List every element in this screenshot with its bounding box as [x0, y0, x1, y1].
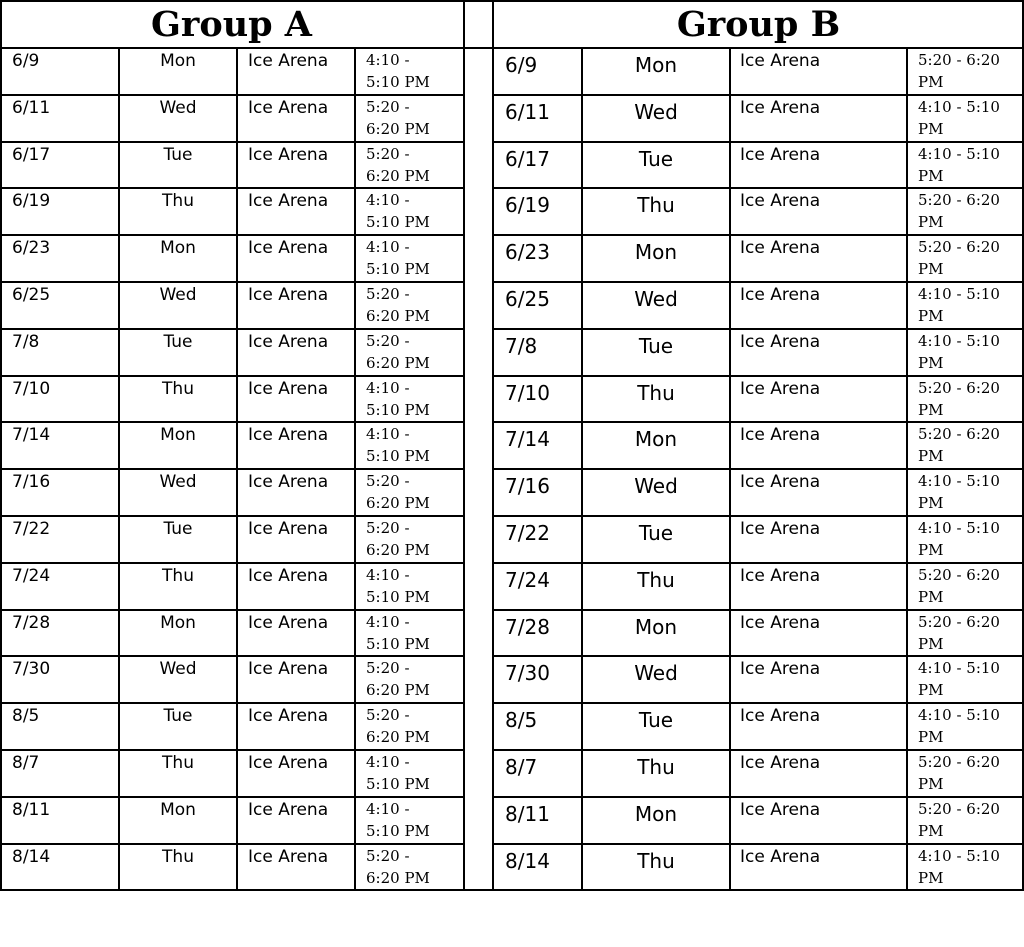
group-a-date: 6/11: [12, 97, 51, 118]
group-b-location: Ice Arena: [740, 51, 821, 71]
group-a-date: 6/19: [12, 191, 51, 212]
group-b-location: Ice Arena: [740, 612, 821, 633]
column-divider-b: [729, 48, 731, 890]
group-b-day: Wed: [634, 661, 678, 686]
group-a-day: Mon: [160, 51, 196, 71]
group-a-location: Ice Arena: [248, 846, 329, 867]
group-b-location: Ice Arena: [740, 144, 821, 165]
group-b-date: 6/9: [505, 53, 538, 77]
group-a-location: Ice Arena: [248, 191, 329, 212]
group-b-day: Tue: [638, 146, 674, 171]
group-b-time: 4:10 - 5:10 PM: [918, 331, 1000, 372]
group-b-location: Ice Arena: [740, 191, 821, 212]
section-border: [0, 0, 2, 890]
group-b-day: Mon: [634, 427, 678, 452]
group-a-time: 4:10 - 5:10 PM: [366, 799, 430, 840]
group-a-location: Ice Arena: [248, 706, 329, 727]
group-b-date: 8/7: [505, 755, 538, 779]
group-a-time: 4:10 - 5:10 PM: [366, 565, 430, 606]
group-a-location: Ice Arena: [248, 97, 329, 118]
group-a-date: 7/22: [12, 519, 51, 539]
group-b-day: Thu: [637, 848, 675, 873]
group-b-date: 8/11: [505, 801, 550, 826]
section-border: [463, 0, 465, 890]
group-b-location: Ice Arena: [740, 565, 821, 586]
group-a-day: Wed: [159, 472, 197, 493]
group-b-date: 7/30: [505, 661, 550, 686]
group-b-day: Thu: [637, 193, 675, 218]
group-a-day: Thu: [162, 846, 194, 867]
group-a-date: 7/24: [12, 565, 51, 586]
group-a-time: 5:20 - 6:20 PM: [366, 472, 430, 513]
group-b-day: Mon: [634, 614, 678, 639]
group-a-day: Thu: [162, 565, 194, 586]
group-a-date: 8/11: [12, 799, 51, 820]
group-b-date: 7/16: [505, 474, 550, 499]
group-b-time: 4:10 - 5:10 PM: [918, 846, 1000, 887]
group-b-date: 6/17: [505, 146, 550, 171]
group-b-location: Ice Arena: [740, 331, 821, 352]
section-border: [492, 0, 494, 890]
group-b-date: 6/25: [505, 287, 550, 311]
group-b-time: 4:10 - 5:10 PM: [918, 472, 1000, 513]
group-a-time: 5:20 - 6:20 PM: [366, 97, 430, 138]
group-a-day: Wed: [159, 97, 197, 118]
group-b-day: Tue: [638, 521, 674, 545]
group-a-time: 4:10 - 5:10 PM: [366, 378, 430, 419]
group-a-location: Ice Arena: [248, 565, 329, 586]
group-b-time: 5:20 - 6:20 PM: [918, 425, 1000, 466]
group-a-date: 7/30: [12, 659, 51, 680]
group-b-time: 5:20 - 6:20 PM: [918, 51, 1000, 91]
group-b-date: 8/5: [505, 708, 538, 733]
group-b-date: 6/19: [505, 193, 550, 218]
group-b-location: Ice Arena: [740, 799, 821, 820]
group-a-location: Ice Arena: [248, 799, 329, 820]
group-a-title: Group A: [151, 4, 312, 45]
group-b-time: 5:20 - 6:20 PM: [918, 799, 1000, 840]
group-b-location: Ice Arena: [740, 753, 821, 773]
group-b-day: Thu: [637, 380, 675, 405]
group-a-day: Thu: [162, 753, 194, 773]
group-a-time: 5:20 - 6:20 PM: [366, 519, 430, 559]
group-b-title: Group B: [676, 4, 841, 45]
group-b-time: 5:20 - 6:20 PM: [918, 612, 1000, 653]
group-a-location: Ice Arena: [248, 519, 329, 539]
group-b-day: Mon: [634, 53, 678, 77]
group-a-date: 8/14: [12, 846, 51, 867]
group-b-time: 4:10 - 5:10 PM: [918, 706, 1000, 747]
group-a-location: Ice Arena: [248, 378, 329, 399]
group-b-date: 8/14: [505, 848, 550, 873]
group-a-day: Tue: [163, 144, 193, 165]
group-a-date: 8/5: [12, 706, 40, 727]
group-a-day: Wed: [159, 285, 197, 305]
group-a-date: 6/23: [12, 238, 51, 259]
group-b-time: 5:20 - 6:20 PM: [918, 753, 1000, 793]
column-divider-a: [354, 48, 356, 890]
group-b-time: 4:10 - 5:10 PM: [918, 144, 1000, 185]
group-a-location: Ice Arena: [248, 425, 329, 446]
group-b-date: 7/8: [505, 333, 538, 358]
group-b-time: 4:10 - 5:10 PM: [918, 285, 1000, 325]
group-a-date: 6/25: [12, 285, 51, 305]
group-b-location: Ice Arena: [740, 472, 821, 493]
group-b-time: 4:10 - 5:10 PM: [918, 519, 1000, 559]
group-a-date: 7/28: [12, 612, 51, 633]
group-b-location: Ice Arena: [740, 846, 821, 867]
group-a-day: Mon: [160, 799, 196, 820]
group-b-date: 7/28: [505, 614, 550, 639]
group-a-day: Tue: [163, 331, 193, 352]
group-b-day: Tue: [638, 333, 674, 358]
group-a-date: 6/9: [12, 51, 40, 71]
group-a-day: Thu: [162, 191, 194, 212]
group-a-time: 5:20 - 6:20 PM: [366, 331, 430, 372]
group-a-location: Ice Arena: [248, 659, 329, 680]
group-b-date: 7/14: [505, 427, 550, 452]
group-b-time: 5:20 - 6:20 PM: [918, 238, 1000, 279]
group-b-date: 7/10: [505, 380, 550, 405]
group-a-location: Ice Arena: [248, 238, 329, 259]
group-a-day: Thu: [162, 378, 194, 399]
group-b-location: Ice Arena: [740, 519, 821, 539]
bottom-border: [0, 889, 1024, 891]
group-b-time: 5:20 - 6:20 PM: [918, 191, 1000, 232]
group-a-day: Wed: [159, 659, 197, 680]
group-a-location: Ice Arena: [248, 753, 329, 773]
group-a-location: Ice Arena: [248, 472, 329, 493]
group-a-time: 5:20 - 6:20 PM: [366, 659, 430, 700]
group-a-time: 4:10 - 5:10 PM: [366, 753, 430, 793]
group-b-time: 4:10 - 5:10 PM: [918, 659, 1000, 700]
group-b-location: Ice Arena: [740, 659, 821, 680]
group-b-location: Ice Arena: [740, 378, 821, 399]
group-a-day: Mon: [160, 612, 196, 633]
group-b-time: 5:20 - 6:20 PM: [918, 378, 1000, 419]
group-a-time: 5:20 - 6:20 PM: [366, 285, 430, 325]
group-a-date: 7/10: [12, 378, 51, 399]
group-a-location: Ice Arena: [248, 285, 329, 305]
group-b-location: Ice Arena: [740, 238, 821, 259]
group-b-day: Wed: [634, 99, 678, 124]
group-a-time: 4:10 - 5:10 PM: [366, 238, 430, 279]
group-b-day: Wed: [634, 287, 678, 311]
group-a-day: Tue: [163, 706, 193, 727]
group-a-location: Ice Arena: [248, 144, 329, 165]
group-a-time: 5:20 - 6:20 PM: [366, 144, 430, 185]
group-b-date: 7/22: [505, 521, 550, 545]
top-border: [0, 0, 1024, 2]
group-a-day: Mon: [160, 425, 196, 446]
group-a-time: 5:20 - 6:20 PM: [366, 846, 430, 887]
group-a-time: 5:20 - 6:20 PM: [366, 706, 430, 747]
group-a-location: Ice Arena: [248, 612, 329, 633]
group-a-date: 8/7: [12, 753, 40, 773]
group-b-date: 6/11: [505, 99, 550, 124]
group-b-day: Tue: [638, 708, 674, 733]
group-b-location: Ice Arena: [740, 97, 821, 118]
column-divider-a: [236, 48, 238, 890]
group-b-date: 7/24: [505, 567, 550, 592]
group-a-location: Ice Arena: [248, 51, 329, 71]
group-b-day: Thu: [637, 567, 675, 592]
group-b-location: Ice Arena: [740, 425, 821, 446]
group-a-day: Tue: [163, 519, 193, 539]
group-a-time: 4:10 - 5:10 PM: [366, 51, 430, 91]
group-a-location: Ice Arena: [248, 331, 329, 352]
group-a-day: Mon: [160, 238, 196, 259]
group-b-time: 4:10 - 5:10 PM: [918, 97, 1000, 138]
group-b-day: Mon: [634, 240, 678, 265]
group-b-day: Thu: [637, 755, 675, 779]
group-b-time: 5:20 - 6:20 PM: [918, 565, 1000, 606]
group-a-date: 7/16: [12, 472, 51, 493]
group-a-date: 7/14: [12, 425, 51, 446]
group-a-time: 4:10 - 5:10 PM: [366, 191, 430, 232]
group-a-time: 4:10 - 5:10 PM: [366, 425, 430, 466]
group-a-date: 7/8: [12, 331, 40, 352]
column-divider-b: [906, 48, 908, 890]
group-a-date: 6/17: [12, 144, 51, 165]
group-a-time: 4:10 - 5:10 PM: [366, 612, 430, 653]
group-b-day: Mon: [634, 801, 678, 826]
group-b-location: Ice Arena: [740, 706, 821, 727]
group-b-date: 6/23: [505, 240, 550, 265]
header-divider: [0, 47, 1024, 49]
group-b-day: Wed: [634, 474, 678, 499]
group-b-location: Ice Arena: [740, 285, 821, 305]
